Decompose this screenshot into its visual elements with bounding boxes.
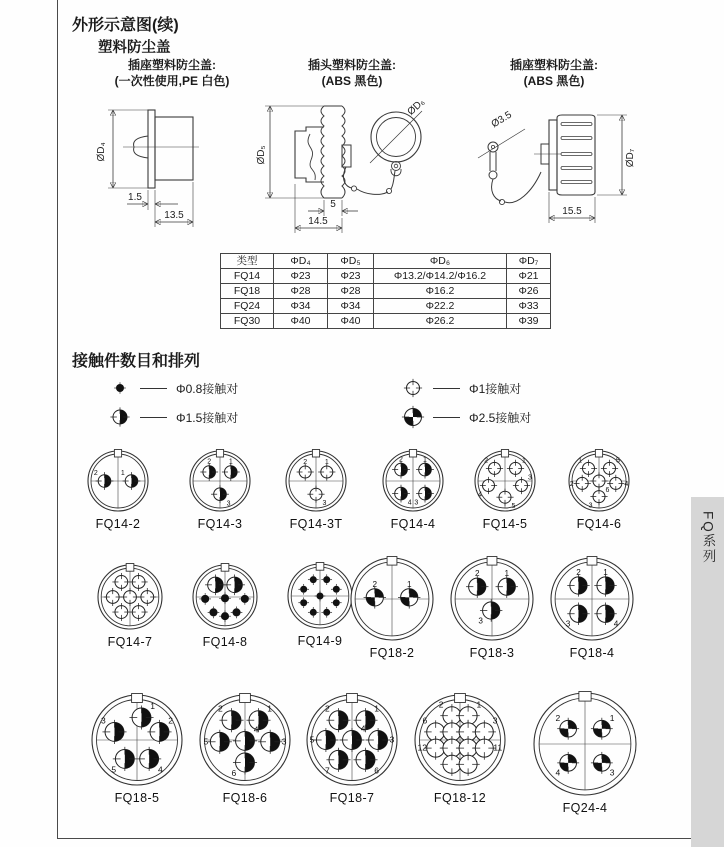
pin-number: 2 (484, 457, 489, 465)
legend-item-0.8 (105, 376, 238, 400)
connector-face (178, 439, 262, 523)
legend-label: Φ0.8接触对 (176, 381, 239, 396)
table-cell: Φ23 (274, 269, 328, 284)
connector-face (181, 553, 269, 641)
cover-label-socket-abs (464, 57, 644, 89)
pin-number: 5 (309, 734, 315, 745)
pin-number: 4 (407, 499, 412, 507)
pin-number: 2 (168, 715, 174, 726)
connector-label: FQ24-4 (562, 801, 608, 815)
connector-face (539, 546, 645, 652)
pin-number: 6 (422, 715, 428, 726)
connector-face (339, 546, 445, 652)
cover-title: 插座塑料防尘盖: (510, 58, 598, 72)
pin-number: 3 (565, 619, 571, 629)
table-cell: Φ33 (507, 299, 551, 314)
pin-number: 4 (253, 724, 259, 735)
connector-face (295, 683, 409, 797)
table-cell: Φ34 (274, 299, 328, 314)
cover-material: (ABS 黑色) (523, 74, 585, 88)
connector-fq18-6 (188, 683, 302, 805)
legend-leader-line (433, 417, 460, 418)
pin-number: 1 (324, 459, 329, 466)
c08-symbol (107, 375, 133, 401)
cover-label-socket-pe (82, 57, 262, 89)
cover-title: 插头塑料防尘盖: (308, 58, 396, 72)
pin-number: 3 (281, 736, 287, 747)
table-cell: FQ18 (221, 284, 274, 299)
cover-label-plug-abs (262, 57, 442, 89)
legend-item-2.5 (398, 405, 531, 429)
contact-c1 (404, 379, 422, 397)
pin-number: 2 (217, 703, 223, 714)
pin-number: 1 (120, 469, 125, 477)
pin-number: 2 (474, 569, 480, 579)
cover-title: 插座塑料防尘盖: (128, 58, 216, 72)
connector-fq18-5 (80, 683, 194, 805)
connector-face (557, 439, 641, 523)
connector-label: FQ14-5 (482, 517, 528, 531)
connector-fq14-3t (274, 439, 358, 531)
c1-symbol (400, 375, 426, 401)
pin-number: 2 (207, 458, 212, 466)
legend-item-1.5 (105, 405, 238, 429)
contacts-section-title: 接触件数目和排列 (72, 353, 201, 370)
table-cell: FQ30 (221, 314, 274, 329)
connector-label: FQ18-7 (329, 791, 375, 805)
table-cell: Φ21 (507, 269, 551, 284)
pin-number: 3 (478, 616, 483, 626)
pin-number: 5 (615, 457, 620, 465)
connector-label: FQ14-2 (95, 517, 141, 531)
series-side-tab (691, 497, 724, 847)
dim-label-knurl-width: 5 (330, 199, 336, 210)
pin-number: 3 (492, 715, 498, 726)
section-subtitle: 塑料防尘盖 (98, 40, 171, 56)
pin-number: 3 (588, 502, 593, 510)
connector-label: FQ14-3T (289, 517, 343, 531)
page-title: 外形示意图(续) (72, 17, 179, 34)
connector-face (439, 546, 545, 652)
table-header-row (221, 254, 551, 269)
dim-label-thickness: 1.5 (128, 192, 142, 203)
cover-material: (ABS 黑色) (321, 74, 383, 88)
pin-number: 2 (438, 699, 444, 710)
pin-number: 1 (374, 703, 380, 714)
legend-leader-line (140, 388, 167, 389)
drawing-socket-pe-cover (95, 100, 210, 235)
connector-label: FQ18-5 (114, 791, 160, 805)
pin-number: 4 (624, 480, 629, 488)
connector-label: FQ18-4 (569, 646, 615, 660)
table-row (221, 314, 551, 329)
drawing-plug-abs-cover (258, 98, 463, 240)
connector-fq14-5 (463, 439, 547, 531)
pin-number: 4 (360, 723, 366, 734)
pin-number: 2 (372, 579, 378, 589)
connector-label: FQ18-2 (369, 646, 415, 660)
table-cell: FQ24 (221, 299, 274, 314)
dimensions-table (220, 253, 551, 329)
connector-face (522, 681, 648, 807)
cover-material: (一次性使用,PE 白色) (114, 74, 230, 88)
connector-face (80, 683, 194, 797)
connector-label: FQ18-12 (433, 791, 487, 805)
pin-number: 6 (374, 765, 380, 776)
connector-fq18-2 (339, 546, 445, 660)
pin-number: 3 (414, 499, 419, 507)
pin-number: 1 (603, 567, 608, 577)
page-border-left (57, 0, 58, 839)
pin-number: 1 (406, 579, 412, 589)
pin-number: 1 (476, 699, 482, 710)
pin-number: 4 (555, 767, 561, 778)
connector-label: FQ14-7 (107, 635, 153, 649)
pin-number: 1 (423, 456, 427, 464)
pin-number: 4 (157, 764, 163, 775)
pin-number: 2 (399, 456, 403, 464)
dimensions-table-head (221, 254, 551, 269)
connector-label: FQ14-9 (297, 634, 343, 648)
pin-number: 6 (605, 486, 610, 494)
table-cell: Φ26.2 (374, 314, 507, 329)
contact-c15 (110, 407, 129, 426)
pin-number: 2 (555, 712, 561, 723)
c15-symbol (107, 404, 133, 430)
table-cell: Φ28 (274, 284, 328, 299)
contact-0.8-icon (105, 375, 135, 401)
pin-number: 4 (478, 491, 483, 499)
page-border-bottom (57, 838, 724, 839)
pin-number: 3 (226, 500, 231, 508)
pin-number: 2 (93, 469, 98, 477)
table-header-cell: ΦD₅ (328, 254, 374, 269)
connector-label: FQ14-8 (202, 635, 248, 649)
connector-fq14-2 (76, 439, 160, 531)
pin-number: 1 (578, 457, 583, 465)
pin-number: 1 (521, 457, 526, 465)
pin-number: 2 (303, 459, 308, 466)
table-cell: Φ40 (328, 314, 374, 329)
connector-label: FQ18-6 (222, 791, 268, 805)
table-cell: Φ28 (328, 284, 374, 299)
dim-label-length: 13.5 (164, 210, 184, 221)
dim-label-hole: Ø3.5 (489, 109, 514, 131)
connector-label: FQ14-3 (197, 517, 243, 531)
pin-number: 6 (231, 768, 237, 779)
dim-label-d5: ØD₅ (256, 145, 267, 165)
connector-face (403, 683, 517, 797)
pin-number: 11 (493, 742, 503, 753)
pin-number: 3 (100, 715, 106, 726)
table-cell: FQ14 (221, 269, 274, 284)
table-cell: Φ26 (507, 284, 551, 299)
c25-symbol (400, 404, 426, 430)
connector-face (463, 439, 547, 523)
connector-fq14-6 (557, 439, 641, 531)
connector-label: FQ14-6 (576, 517, 622, 531)
table-header-cell: ΦD₇ (507, 254, 551, 269)
table-header-cell: 类型 (221, 254, 274, 269)
legend-label: Φ1.5接触对 (176, 410, 239, 425)
dim-label-length: 15.5 (562, 206, 582, 217)
pin-number: 2 (324, 703, 330, 714)
connector-label: FQ14-4 (390, 517, 436, 531)
connector-fq14-3 (178, 439, 262, 531)
dim-label-d6: ØD₆ (405, 96, 428, 118)
pin-number: 3 (527, 474, 532, 482)
pin-number: 5 (511, 503, 516, 511)
contact-c25 (402, 406, 424, 428)
dim-label-length: 14.5 (308, 216, 328, 227)
connector-face (86, 553, 174, 641)
table-cell: Φ16.2 (374, 284, 507, 299)
dim-label-d7: ØD₇ (625, 148, 636, 168)
contact-1-icon (398, 375, 428, 401)
dim-label-d4: ØD₄ (96, 142, 107, 162)
table-row (221, 299, 551, 314)
connector-fq18-4 (539, 546, 645, 660)
dimensions-table-body (221, 269, 551, 329)
pin-number: 3 (322, 500, 327, 508)
table-header-cell: ΦD₆ (374, 254, 507, 269)
pin-number: 4 (613, 619, 619, 629)
pin-number: 5 (203, 736, 209, 747)
table-cell: Φ23 (328, 269, 374, 284)
table-row (221, 269, 551, 284)
series-side-tab-label: FQ系列 (700, 511, 716, 565)
connector-fq24-4 (522, 681, 648, 815)
pin-number: 2 (569, 480, 574, 488)
legend-leader-line (433, 388, 460, 389)
connector-face (371, 439, 455, 523)
contact-c08 (114, 382, 126, 394)
connector-fq14-8 (181, 553, 269, 649)
legend-leader-line (140, 417, 167, 418)
connector-fq14-4 (371, 439, 455, 531)
legend-item-1 (398, 376, 521, 400)
table-header-cell: ΦD₄ (274, 254, 328, 269)
legend-label: Φ1接触对 (469, 381, 522, 396)
connector-fq18-3 (439, 546, 545, 660)
contact-1.5-icon (105, 404, 135, 430)
connector-face (76, 439, 160, 523)
table-cell: Φ34 (328, 299, 374, 314)
connector-face (188, 683, 302, 797)
pin-number: 12 (417, 742, 427, 753)
legend-label: Φ2.5接触对 (469, 410, 532, 425)
connector-face (274, 439, 358, 523)
table-cell: Φ40 (274, 314, 328, 329)
connector-label: FQ18-3 (469, 646, 515, 660)
pin-number: 3 (389, 734, 395, 745)
connector-fq18-7 (295, 683, 409, 805)
drawing-socket-abs-cover (470, 95, 675, 235)
connector-fq14-7 (86, 553, 174, 649)
pin-number: 2 (576, 567, 581, 577)
table-cell: Φ39 (507, 314, 551, 329)
table-row (221, 284, 551, 299)
pin-number: 1 (267, 703, 273, 714)
pin-number: 1 (228, 458, 233, 466)
pin-number: 1 (150, 700, 156, 711)
table-cell: Φ22.2 (374, 299, 507, 314)
pin-number: 3 (609, 767, 615, 778)
pin-number: 1 (504, 569, 510, 579)
pin-number: 1 (609, 712, 615, 723)
contact-2.5-icon (398, 404, 428, 430)
table-cell: Φ13.2/Φ14.2/Φ16.2 (374, 269, 507, 284)
pin-number: 7 (324, 765, 330, 776)
pin-number: 5 (111, 764, 117, 775)
connector-fq18-12 (403, 683, 517, 805)
